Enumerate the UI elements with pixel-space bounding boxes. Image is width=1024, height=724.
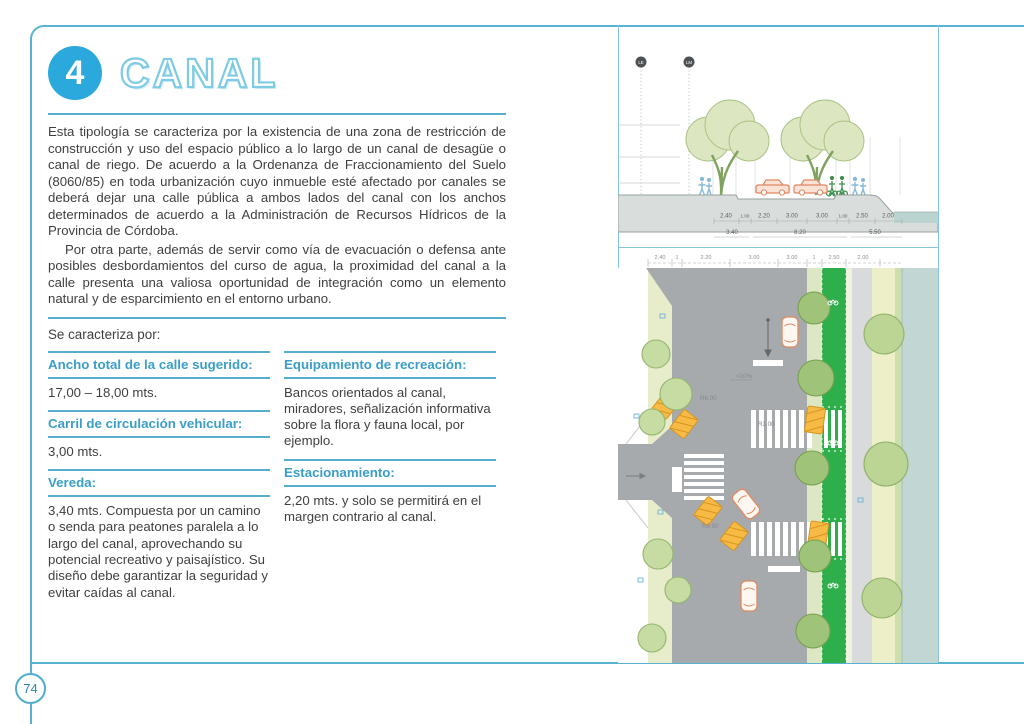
spec-label: Carril de circulación vehicular: [48,410,270,438]
svg-text:3.40: 3.40 [726,230,738,236]
spec-column-left [48,351,270,610]
stop-bar-upper [753,360,783,366]
panel-divider-right [938,25,939,663]
spec-value: 3,40 mts. Compuesta por un camino o senda para peatones paralela a lo largo del canal, aprovechando su potencial recreativo y paisajístico. Su diseño debe garantizar la seguridad y evitar caídas al canal. [48,503,268,600]
facade-guide-lines [618,125,680,183]
svg-text:1: 1 [812,255,816,261]
spec-column-right [284,351,496,610]
refuge-island [672,467,682,492]
car-side-view [794,180,827,195]
section-number-badge: 4 [48,46,102,100]
spec-item-carril [48,410,270,469]
canal-water [894,212,938,223]
svg-text:1.00: 1.00 [740,213,750,219]
plan-dimension-row [648,255,902,267]
spec-value: 2,20 mts. y solo se permitirá en el margen contrario al canal. [284,492,482,524]
spec-label: Equipamiento de recreación: [284,351,496,379]
property-line-markers [636,57,695,196]
stop-bar-lower [768,566,800,572]
svg-text:8.20: 8.20 [794,230,806,236]
svg-text:2.00: 2.00 [857,255,869,261]
section-header [48,44,506,102]
spec-columns [48,351,506,610]
svg-text:3.00: 3.00 [748,255,760,261]
cyclist-figures [827,176,848,196]
svg-text:2.00: 2.00 [882,213,894,220]
car-plan [741,581,757,611]
street-cross-section-diagram [618,25,938,247]
page-number-badge [15,673,46,704]
svg-text:3.00: 3.00 [816,213,828,220]
spec-item-equipamiento [284,351,496,459]
LM-label: LM [685,60,693,65]
svg-text:2.20: 2.20 [700,255,712,261]
svg-text:3.00: 3.00 [786,213,798,220]
intro-paragraph-1: Esta tipología se caracteriza por la existencia de una zona de restricción de construcción y uso del espacio público a lo largo de un canal de desagüe o canal de riego. De acuerdo a la Ordenanza de Fraccionamiento del Suelo (8060/85) en toda urbanización cuyo inmueble esté afectado por canales se deberá dejar una calle pública a ambos lados del canal con los anchos determinados de acuerdo a la Administración de Recursos Hídricos de la Provincia de Córdoba. [48,124,506,238]
spec-item-ancho [48,351,270,410]
svg-text:2.50: 2.50 [856,213,868,220]
svg-text:1.00: 1.00 [838,213,848,219]
spec-label: Ancho total de la calle sugerido: [48,351,270,379]
svg-text:3.00: 3.00 [786,255,798,261]
spec-item-vereda [48,469,270,610]
svg-text:1: 1 [675,255,679,261]
spec-label: Estacionamiento: [284,459,496,487]
svg-text:2.50: 2.50 [828,255,840,261]
text-column [48,44,506,610]
characteristics-intro: Se caracteriza por: [48,326,161,342]
car-side-view [756,180,789,195]
tree [686,100,769,195]
page-title: CANAL [120,49,279,96]
intro-paragraph-2: Por otra parte, además de servir como vía de evacuación o defensa ante posibles desbordamientos del curso de agua, la proximidad del canal a la calle presenta una valiosa oportunidad de integración como un elemento natural y de esparcimiento en el entorno urbano. [48,241,506,306]
spec-item-estacionamiento [284,459,496,535]
svg-text:2.40: 2.40 [654,255,666,261]
spec-value: Bancos orientados al canal, miradores, señalización informativa sobre la flora y fauna local, por ejemplo. [284,384,491,449]
title-rule [48,113,506,115]
spec-label: Vereda: [48,469,270,497]
radius-label: R6.00 [702,523,719,530]
section-rule [48,317,506,319]
radius-label: R6.00 [700,395,717,402]
tree [781,100,864,195]
LE-label: LE [638,60,644,65]
svg-text:2.40: 2.40 [720,213,732,220]
svg-text:5.50: 5.50 [869,230,881,236]
spec-value: 17,00 – 18,00 mts. [48,384,158,400]
svg-text:2.20: 2.20 [758,213,770,220]
spec-value: 3,00 mts. [48,443,103,459]
car-plan [782,317,798,347]
slope-label: <10% [736,373,752,380]
radius-label: R3.00 [758,421,775,428]
page-number: 74 [23,681,38,696]
street-plan-view-diagram [618,248,938,663]
